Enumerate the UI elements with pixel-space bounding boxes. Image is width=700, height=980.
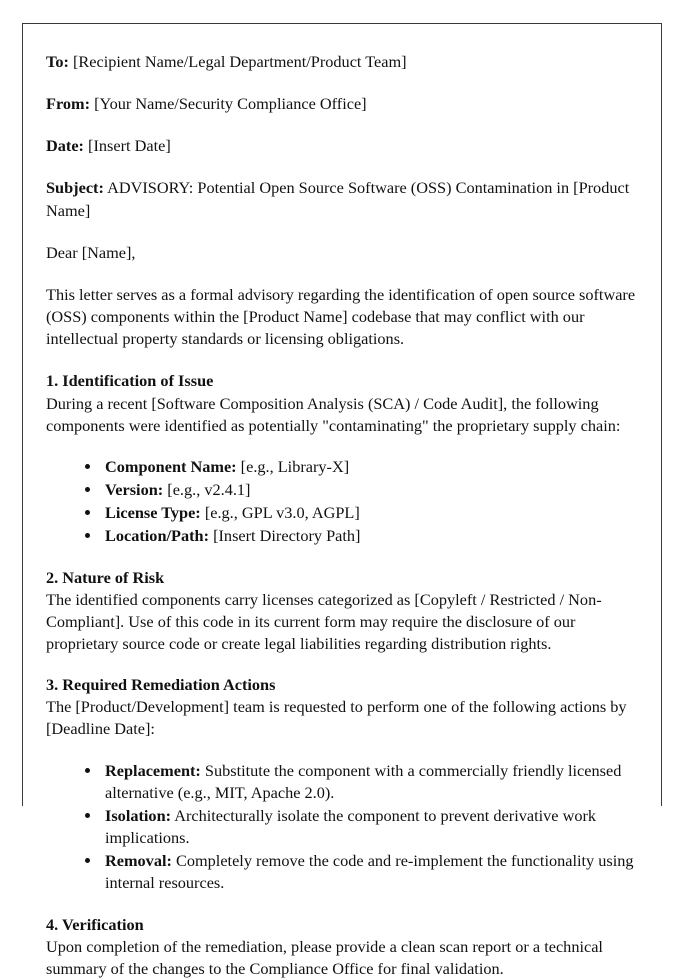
isolation-value: Architecturally isolate the component to prevent derivative work implications.: [105, 805, 597, 848]
salutation: Dear [Name],: [46, 242, 136, 262]
field-subject: [46, 177, 639, 221]
intro-paragraph: This letter serves as a formal advisory regarding the identification of open source software (OSS) components within the [Product Name] codebase that may conflict with our intellectual property standards or licensing obligations.: [46, 284, 636, 349]
location-path-label: Location/Path:: [105, 526, 210, 546]
license-type-value: [e.g., GPL v3.0, AGPL]: [204, 503, 360, 523]
field-from: [46, 93, 639, 115]
list-item: [102, 850, 639, 894]
section-1: [46, 370, 639, 436]
field-date: [46, 135, 639, 157]
section-3-body: The [Product/Development] team is requested to perform one of the following actions by [Deadline Date]:: [46, 697, 627, 739]
location-path-value: [Insert Directory Path]: [213, 526, 361, 546]
section-1-body: During a recent [Software Composition Analysis (SCA) / Code Audit], the following components were identified as potentially "contaminating" the proprietary supply chain:: [46, 393, 621, 435]
field-to-value: [Recipient Name/Legal Department/Product Team]: [73, 52, 407, 71]
field-to-label: To:: [46, 52, 69, 71]
isolation-label: Isolation:: [105, 805, 172, 825]
section-4-body: Upon completion of the remediation, please provide a clean scan report or a technical summary of the changes to the Compliance Office for final validation.: [46, 936, 603, 978]
section-4-heading: 4. Verification: [46, 914, 144, 934]
list-item: [102, 479, 639, 501]
version-label: Version:: [105, 480, 164, 500]
section-1-heading: 1. Identification of Issue: [46, 371, 214, 391]
section-2-body: The identified components carry licenses categorized as [Copyleft / Restricted / Non-Compliant]. Use of this code in its current form may require the disclosure of our proprietary source code or create legal liabilities regarding distribution rights.: [46, 589, 602, 653]
replacement-label: Replacement:: [105, 760, 201, 780]
list-item: [102, 805, 639, 849]
field-date-label: Date:: [46, 136, 84, 156]
removal-label: Removal:: [105, 851, 172, 871]
section-4: [46, 914, 639, 980]
field-subject-value: ADVISORY: Potential Open Source Software (OSS) Contamination in [Product Name]: [46, 178, 630, 220]
component-name-value: [e.g., Library-X]: [240, 456, 350, 476]
section-3: [46, 674, 639, 740]
removal-value: Completely remove the code and re-implement the functionality using internal resources.: [105, 851, 634, 893]
document-body: [23, 24, 661, 980]
component-name-label: Component Name:: [105, 456, 237, 476]
component-list: [46, 456, 639, 548]
replacement-value: Substitute the component with a commercially friendly licensed alternative (e.g., MIT, Apache 2.0).: [105, 760, 622, 802]
version-value: [e.g., v2.4.1]: [167, 480, 251, 500]
field-from-value: [Your Name/Security Compliance Office]: [94, 94, 367, 114]
list-item: [102, 760, 639, 804]
section-3-heading: 3. Required Remediation Actions: [46, 675, 276, 695]
field-date-value: [Insert Date]: [88, 136, 171, 156]
section-2-heading: 2. Nature of Risk: [46, 567, 165, 587]
field-from-label: From:: [46, 94, 91, 114]
document-page: [22, 23, 662, 978]
remediation-list: [46, 760, 639, 895]
list-item: [102, 525, 639, 547]
field-to: [46, 51, 639, 73]
list-item: [102, 456, 639, 478]
license-type-label: License Type:: [105, 503, 201, 523]
section-2: [46, 567, 639, 656]
list-item: [102, 502, 639, 524]
field-subject-label: Subject:: [46, 178, 104, 198]
